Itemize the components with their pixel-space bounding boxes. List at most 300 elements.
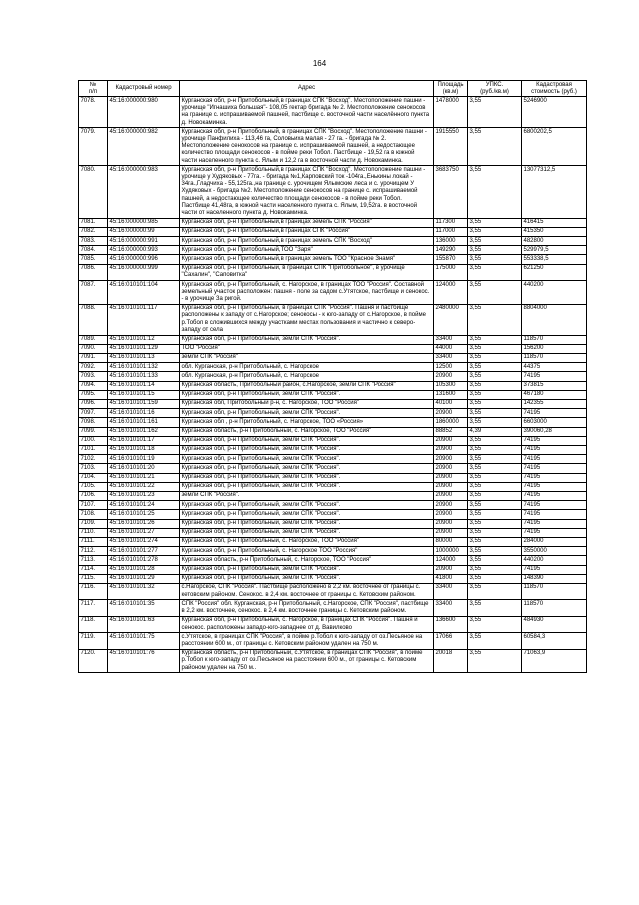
cell-upks: 3,55 [468, 574, 522, 583]
cell-cadastral-number: 45:16:000000:996 [108, 255, 180, 264]
cell-upks: 3,55 [468, 237, 522, 246]
cell-cadastral-number: 45:16:000000:980 [108, 97, 180, 128]
cell-area: 41800 [434, 574, 468, 583]
cell-cadastral-value: 71063,9 [522, 649, 587, 673]
cell-cadastral-value: 8804000 [522, 304, 587, 335]
cell-upks: 3,55 [468, 616, 522, 632]
cell-address: Курганская обл , р-н Притобольный, с. Нагорское, ТОО «Россия» [180, 418, 434, 427]
table-row [79, 491, 587, 500]
table-row [79, 649, 587, 673]
cell-address: Курганская обл, р-н Притобольный, земли СПК "Россия". [180, 473, 434, 482]
cell-area: 40100 [434, 399, 468, 408]
cell-address: Курганская обл, р-н Притобольный,в границах СПК "Восход". Местоположение пашни - урочище "Игнашиха большая"- 108,05 гектар бригада № 2. Местоположение сенокосов на границе с. испрашиваемой пашней, пастбище с. восточной части населённого пункта д. Новокаминка. [180, 97, 434, 128]
table-row [79, 600, 587, 616]
table-row [79, 399, 587, 408]
cell-cadastral-number: 45:16:010101:12 [108, 335, 180, 344]
table-row [79, 501, 587, 510]
cell-cadastral-number: 45:16:010101:27 [108, 528, 180, 537]
table-row [79, 128, 587, 166]
cell-number: 7115. [79, 574, 108, 583]
cell-number: 7087. [79, 281, 108, 305]
cell-cadastral-value: 6800202,5 [522, 128, 587, 166]
table-row [79, 218, 587, 227]
cell-address: Курганская обл, р-н Притобольный, земли СПК "Россия". [180, 565, 434, 574]
table-row [79, 473, 587, 482]
cell-area: 117000 [434, 227, 468, 236]
cell-address: Курганская обл, р-н Притобольный, земли СПК "Россия". [180, 574, 434, 583]
cell-area: 1860000 [434, 418, 468, 427]
cell-number: 7078. [79, 97, 108, 128]
cell-number: 7090. [79, 344, 108, 353]
cell-upks: 3,55 [468, 399, 522, 408]
table-row [79, 418, 587, 427]
cell-area: 124000 [434, 281, 468, 305]
table-row [79, 436, 587, 445]
cell-area: 1915550 [434, 128, 468, 166]
table-row [79, 372, 587, 381]
cell-area: 20900 [434, 519, 468, 528]
table-row [79, 510, 587, 519]
cell-address: обл. Курганская, р-н Притобольный, с. Нагорское [180, 363, 434, 372]
cell-number: 7104. [79, 473, 108, 482]
cell-number: 7120. [79, 649, 108, 673]
cell-upks: 3,55 [468, 565, 522, 574]
cadastral-table [78, 80, 587, 673]
cell-cadastral-value: 5246900 [522, 97, 587, 128]
cell-cadastral-number: 45:16:000000:991 [108, 237, 180, 246]
table-row [79, 633, 587, 649]
cell-cadastral-value: 118570 [522, 600, 587, 616]
cell-cadastral-number: 45:16:000000:99 [108, 227, 180, 236]
cell-number: 7101. [79, 445, 108, 454]
cell-address: Курганская обл, р-н Притобольный, с. Нагорское ТОО "Россия" [180, 547, 434, 556]
cell-cadastral-value: 148390 [522, 574, 587, 583]
cell-number: 7105. [79, 482, 108, 491]
cell-area: 20900 [434, 436, 468, 445]
cell-number: 7099. [79, 427, 108, 436]
cell-address: с.Нагорское, СПК "Россия". Пастбище расположено в 2,2 км. восточнее от границы с. кетовским районом. Сенокос. в 2,4 км. восточнее от границы с. Кетовским районом. [180, 583, 434, 599]
cell-cadastral-value: 74195 [522, 519, 587, 528]
cell-upks: 3,55 [468, 255, 522, 264]
cell-area: 105300 [434, 381, 468, 390]
cell-address: Курганская область, р-н Притобольный, с.Утятское, в границах СПК "Россия", в пойме р.Тобол к юго-западу от оз.Песьяное на расстоянии 600 м., от границы с. Кетовским районом удален на 750 м.. [180, 649, 434, 673]
table-row [79, 335, 587, 344]
cell-area: 20018 [434, 649, 468, 673]
cell-address: ТОО "Россия" [180, 344, 434, 353]
cell-upks: 3,55 [468, 583, 522, 599]
table-row [79, 363, 587, 372]
cell-cadastral-value: 74195 [522, 510, 587, 519]
cell-cadastral-number: 45:16:010101:117 [108, 304, 180, 335]
cell-number: 7079. [79, 128, 108, 166]
cell-cadastral-number: 45:16:010101:162 [108, 427, 180, 436]
cell-cadastral-value: 440200 [522, 556, 587, 565]
cell-cadastral-number: 45:16:010101:19 [108, 455, 180, 464]
cell-cadastral-value: 74195 [522, 445, 587, 454]
cell-cadastral-number: 45:16:010101:26 [108, 519, 180, 528]
cell-address: с.Утятское, в границах СПК "Россия", в пойме р.Тобол к юго-западу от оз.Песьяное на расстоянии 600 м., от границы с. Кетовским районом удален на 750 м. [180, 633, 434, 649]
cell-area: 44000 [434, 344, 468, 353]
table-row [79, 381, 587, 390]
cell-area: 1478000 [434, 97, 468, 128]
cell-address: земли СПК "Россия" [180, 353, 434, 362]
table-row [79, 237, 587, 246]
table-row [79, 455, 587, 464]
cell-upks: 3,55 [468, 128, 522, 166]
cell-cadastral-number: 45:16:010101:28 [108, 565, 180, 574]
header-address: Адрес [180, 81, 434, 97]
cell-area: 2480000 [434, 304, 468, 335]
cell-cadastral-number: 45:16:010101:15 [108, 390, 180, 399]
cell-cadastral-number: 45:16:010101:161 [108, 418, 180, 427]
cell-number: 7092. [79, 363, 108, 372]
cell-cadastral-number: 45:16:010101:25 [108, 510, 180, 519]
cell-upks: 3,55 [468, 528, 522, 537]
cell-area: 20900 [434, 528, 468, 537]
cell-number: 7108. [79, 510, 108, 519]
cell-area: 1000000 [434, 547, 468, 556]
cell-number: 7107. [79, 501, 108, 510]
cell-cadastral-value: 621250 [522, 264, 587, 280]
cell-address: Курганская обл, р-н Притобольный, земли СПК "Россия". [180, 445, 434, 454]
cell-cadastral-number: 45:16:010101:76 [108, 649, 180, 673]
cell-area: 20900 [434, 510, 468, 519]
cell-upks: 3,55 [468, 363, 522, 372]
cell-address: Курганская обл, р-н Притобольный,ТОО "Заря" [180, 246, 434, 255]
cell-upks: 3,55 [468, 218, 522, 227]
table-row [79, 344, 587, 353]
cell-address: Курганская обл, р-н Притобольный, земли СПК "Россия". [180, 519, 434, 528]
cell-upks: 3,55 [468, 547, 522, 556]
cell-number: 7082. [79, 227, 108, 236]
cell-number: 7089. [79, 335, 108, 344]
cell-address: Курганская обл, р-н Притобольный, земли СПК "Россия". [180, 455, 434, 464]
table-row [79, 264, 587, 280]
cell-cadastral-number: 45:16:000000:983 [108, 166, 180, 218]
cell-cadastral-number: 45:16:010101:20 [108, 464, 180, 473]
cell-address: Курганская область, Притобольный район, с.Нагорское, земли СПК "Россия" [180, 381, 434, 390]
cell-cadastral-value: 484930 [522, 616, 587, 632]
table-row [79, 482, 587, 491]
cell-cadastral-number: 45:16:010101:23 [108, 491, 180, 500]
cell-upks: 3,55 [468, 227, 522, 236]
cell-upks: 3,55 [468, 166, 522, 218]
cell-upks: 4,39 [468, 427, 522, 436]
cell-cadastral-number: 45:16:010101:18 [108, 445, 180, 454]
cell-upks: 3,55 [468, 464, 522, 473]
cell-cadastral-value: 440200 [522, 281, 587, 305]
cell-number: 7114. [79, 565, 108, 574]
cell-number: 7094. [79, 381, 108, 390]
cell-upks: 3,55 [468, 473, 522, 482]
table-row [79, 166, 587, 218]
cell-cadastral-value: 6603000 [522, 418, 587, 427]
cell-cadastral-value: 13077312,5 [522, 166, 587, 218]
cell-area: 20900 [434, 482, 468, 491]
page-number: 164 [312, 59, 327, 68]
table-row [79, 583, 587, 599]
cell-area: 20900 [434, 409, 468, 418]
cell-cadastral-value: 74195 [522, 501, 587, 510]
cell-address: Курганская обл, р-н Притобольный, земли СПК "Россия". [180, 464, 434, 473]
cell-cadastral-value: 74195 [522, 455, 587, 464]
cell-upks: 3,55 [468, 246, 522, 255]
cell-upks: 3,55 [468, 353, 522, 362]
cell-address: Курганская обл, р-н Притобольный, в границах СПК "Россия". Пашня и пастбище расположены к западу от с.Нагорское; сенокосы - к юго-западу от с.Нагорское, в пойме р.Тобол в сложившихся между участками местах пользования и частично к северо-западу от села [180, 304, 434, 335]
cell-upks: 3,55 [468, 491, 522, 500]
cell-address: Курганская обл, р-н Притобольный, с. Нагорское, в границах СПК "Россия". Пашня и сенокос. расположены западо-юго-западнее от д. Вавилково [180, 616, 434, 632]
cell-cadastral-value: 284000 [522, 537, 587, 546]
cell-number: 7091. [79, 353, 108, 362]
cell-cadastral-number: 45:16:000000:993 [108, 246, 180, 255]
cell-cadastral-value: 529979,5 [522, 246, 587, 255]
cell-number: 7097. [79, 409, 108, 418]
cell-number: 7080. [79, 166, 108, 218]
cell-area: 20900 [434, 445, 468, 454]
cell-cadastral-number: 45:16:010101:278 [108, 556, 180, 565]
cell-address: Курганская область, р-н Притобольный, с. Нагорское, ТОО "Россия" [180, 556, 434, 565]
cell-address: Курганская обл, р-н Притобольный, в границах СПК "Притобольное", в урочище "Сахалин", "Саповитка" [180, 264, 434, 280]
cell-cadastral-value: 118570 [522, 335, 587, 344]
cell-address: Курганская обл, р-н Притобольный,в границах земель СПК "Россия" [180, 218, 434, 227]
cell-address: Курганская обл, р-н Притобольный, в границах СПК "Восход". Местоположение пашни - урочище Панфилиха - 113,46 га, Соловьиха малая - 27 га. - бригада № 2. Местоположение сенокосов на границе с. испрашиваемой пашней, а недостающее количество площади сенокосов - в пойме реки Тобол. Пастбище - 19,52 га в южной части населенного пункта с. Ялым и 12,2 га в восточной части д. Новокаминка. [180, 128, 434, 166]
cell-cadastral-value: 44375 [522, 363, 587, 372]
cell-cadastral-number: 45:16:010101:277 [108, 547, 180, 556]
cell-upks: 3,55 [468, 600, 522, 616]
cell-cadastral-number: 45:16:010101:63 [108, 616, 180, 632]
table-row [79, 537, 587, 546]
cell-area: 20900 [434, 455, 468, 464]
cell-cadastral-value: 553338,5 [522, 255, 587, 264]
cell-cadastral-number: 45:16:010101:17 [108, 436, 180, 445]
cell-upks: 3,55 [468, 445, 522, 454]
cell-cadastral-value: 415350 [522, 227, 587, 236]
cell-cadastral-value: 416415 [522, 218, 587, 227]
cell-number: 7110. [79, 528, 108, 537]
cell-address: Курганская обл, р-н Притобольный, земли СПК "Россия". [180, 528, 434, 537]
cell-cadastral-number: 45:16:010101:29 [108, 574, 180, 583]
cell-cadastral-value: 156200 [522, 344, 587, 353]
cell-number: 7096. [79, 399, 108, 408]
cell-address: Курганская область, р-н Притобольный, с. Нагорское, ТОО "Россия" [180, 427, 434, 436]
table-row [79, 556, 587, 565]
cell-upks: 3,55 [468, 335, 522, 344]
cell-number: 7086. [79, 264, 108, 280]
cell-number: 7111. [79, 537, 108, 546]
cell-address: Курганская обл, р-н Притобольный,в границах земель ТОО "Красное Знамя" [180, 255, 434, 264]
cell-cadastral-value: 60584,3 [522, 633, 587, 649]
cell-cadastral-number: 45:16:010101:22 [108, 482, 180, 491]
cell-area: 20900 [434, 491, 468, 500]
cell-cadastral-number: 45:16:010101:21 [108, 473, 180, 482]
cell-number: 7081. [79, 218, 108, 227]
header-area: Площадь (кв.м) [434, 81, 468, 97]
cell-address: Курганская обл, р-н Притобольный, с. Нагорское, ТОО "Россия" [180, 537, 434, 546]
cell-address: Курганская обл, р-н Притобольный, земли СПК "Россия". [180, 501, 434, 510]
cell-area: 136000 [434, 237, 468, 246]
cell-address: СПК "Россия" обл. Курганская, р-н Притобольный, с.Нагорское, СПК "Россия", пастбище в 2,2 км. восточнее, сенокос. в 2,4 км. восточнее границы с. Кетовским районом. [180, 600, 434, 616]
cell-cadastral-value: 74195 [522, 436, 587, 445]
cell-address: Курганская обл, р-н Притобольный,в границах СПК "Восход". Местоположение пашни - урочище у Худяковых - 77га. - бригада №1,Карповский ток -104га.,Енькины локай - 34га.,Гладчиха - 55,125га.,на границе с. урочищем Ялымские леса и с. урочищем У Худяковых - бригада №2. Местоположение сенокосов на границе с. испрашиваемой пашней, а недостающее количество площади сенокосов - в пойме реки Тобол. Пастбище 41,48га, в южной части населенного пункта с. Ялым, 19,52га. в восточной части от населенного пункта д. Новокаминка. [180, 166, 434, 218]
cell-cadastral-value: 74195 [522, 491, 587, 500]
cell-area: 12500 [434, 363, 468, 372]
cell-cadastral-number: 45:16:010101:16 [108, 409, 180, 418]
header-upks: УПКС. (руб./кв.м) [468, 81, 522, 97]
cell-cadastral-value: 118570 [522, 583, 587, 599]
table-header-row [79, 81, 587, 97]
cell-upks: 3,55 [468, 436, 522, 445]
table-row [79, 616, 587, 632]
cell-upks: 3,55 [468, 556, 522, 565]
cell-cadastral-number: 45:16:010101:13 [108, 353, 180, 362]
cell-cadastral-number: 45:16:000000:985 [108, 218, 180, 227]
table-row [79, 574, 587, 583]
cell-cadastral-number: 45:16:010101:32 [108, 583, 180, 599]
cell-cadastral-number: 45:16:010101:75 [108, 633, 180, 649]
header-cadastral-value: Кадастровая стоимость (руб.) [522, 81, 587, 97]
header-number: № п/п [79, 81, 108, 97]
table-row [79, 255, 587, 264]
cell-address: Курганская обл, р-н Притобольный, земли СПК "Россия". [180, 409, 434, 418]
cell-area: 3683750 [434, 166, 468, 218]
cell-upks: 3,55 [468, 381, 522, 390]
cell-address: Курганская обл, р-н Притобольный, с. Нагорское, в границах ТОО "Россия". Составной земельный участок расположен: пашня - поле за садом с.Утятское, пастбище и сенокос. - в урочище За ригой. [180, 281, 434, 305]
cell-cadastral-number: 45:16:010101:24 [108, 501, 180, 510]
cell-area: 80000 [434, 537, 468, 546]
cell-number: 7084. [79, 246, 108, 255]
cell-upks: 3,55 [468, 390, 522, 399]
cell-cadastral-value: 467180 [522, 390, 587, 399]
table-row [79, 353, 587, 362]
cell-number: 7113. [79, 556, 108, 565]
cell-number: 7095. [79, 390, 108, 399]
cell-upks: 3,55 [468, 455, 522, 464]
table-row [79, 528, 587, 537]
cell-address: Курганская обл, р-н Притобольный, земли СПК "Россия". [180, 510, 434, 519]
cell-cadastral-value: 74195 [522, 473, 587, 482]
cell-cadastral-value: 74195 [522, 464, 587, 473]
cell-cadastral-value: 74195 [522, 565, 587, 574]
cell-area: 20900 [434, 501, 468, 510]
table-row [79, 281, 587, 305]
cell-cadastral-value: 373815 [522, 381, 587, 390]
cell-area: 175000 [434, 264, 468, 280]
cell-area: 131600 [434, 390, 468, 399]
cell-upks: 3,55 [468, 537, 522, 546]
table-row [79, 246, 587, 255]
cell-number: 7088. [79, 304, 108, 335]
cell-number: 7083. [79, 237, 108, 246]
table-row [79, 464, 587, 473]
cell-address: Курганская обл, Притобольный р-н, с. Нагорское, ТОО "Россия" [180, 399, 434, 408]
cell-cadastral-number: 45:16:000000:982 [108, 128, 180, 166]
cell-area: 33400 [434, 335, 468, 344]
cell-address: Курганская обл, р-н Притобольный, земли СПК "Россия". [180, 436, 434, 445]
cell-cadastral-value: 118570 [522, 353, 587, 362]
cell-number: 7109. [79, 519, 108, 528]
cell-area: 20900 [434, 372, 468, 381]
cell-number: 7117. [79, 600, 108, 616]
cell-number: 7093. [79, 372, 108, 381]
cell-number: 7085. [79, 255, 108, 264]
cell-area: 33400 [434, 353, 468, 362]
cell-cadastral-number: 45:16:010101:14 [108, 381, 180, 390]
cell-upks: 3,55 [468, 510, 522, 519]
cell-number: 7119. [79, 633, 108, 649]
table-row [79, 390, 587, 399]
table-row [79, 547, 587, 556]
cell-area: 20900 [434, 473, 468, 482]
cell-cadastral-value: 3550000 [522, 547, 587, 556]
cell-upks: 3,55 [468, 633, 522, 649]
cell-cadastral-value: 390060,28 [522, 427, 587, 436]
cell-cadastral-value: 74195 [522, 482, 587, 491]
cell-cadastral-number: 45:16:010101:159 [108, 399, 180, 408]
cell-cadastral-value: 482800 [522, 237, 587, 246]
cell-area: 33400 [434, 600, 468, 616]
cell-upks: 3,55 [468, 501, 522, 510]
cell-upks: 3,55 [468, 344, 522, 353]
cell-cadastral-number: 45:16:000000:999 [108, 264, 180, 280]
cell-area: 88852 [434, 427, 468, 436]
cell-address: Курганская обл, р-н Притобольный,в границах СПК "Россия" [180, 227, 434, 236]
table-row [79, 97, 587, 128]
cell-number: 7102. [79, 455, 108, 464]
cell-upks: 3,55 [468, 649, 522, 673]
cell-address: Курганская обл, р-н Притобольный,в границах земель СПК "Восход" [180, 237, 434, 246]
cell-address: обл. Курганская, р-н Притобольный, с. Нагорское [180, 372, 434, 381]
cell-cadastral-value: 74195 [522, 528, 587, 537]
table-row [79, 409, 587, 418]
cell-number: 7103. [79, 464, 108, 473]
cell-number: 7118. [79, 616, 108, 632]
cell-upks: 3,55 [468, 409, 522, 418]
cell-cadastral-number: 45:16:010101:129 [108, 344, 180, 353]
cell-area: 136600 [434, 616, 468, 632]
table-row [79, 519, 587, 528]
cell-area: 124000 [434, 556, 468, 565]
cell-area: 17066 [434, 633, 468, 649]
cell-upks: 3,55 [468, 281, 522, 305]
cell-area: 20900 [434, 565, 468, 574]
cell-cadastral-number: 45:16:010101:274 [108, 537, 180, 546]
table-row [79, 227, 587, 236]
cell-address: Курганская обл, р-н Притобольный, земли СПК "Россия". [180, 390, 434, 399]
cell-number: 7098. [79, 418, 108, 427]
cell-cadastral-value: 142355 [522, 399, 587, 408]
cell-address: Курганская обл, р-н Притобольный, земли СПК "Россия". [180, 482, 434, 491]
cell-upks: 3,55 [468, 97, 522, 128]
table-row [79, 427, 587, 436]
cell-area: 155870 [434, 255, 468, 264]
cell-cadastral-value: 74195 [522, 372, 587, 381]
table-row [79, 304, 587, 335]
cell-number: 7116. [79, 583, 108, 599]
cell-upks: 3,55 [468, 304, 522, 335]
cell-address: земли СПК "Россия". [180, 491, 434, 500]
cell-address: Курганская обл, р-н Притобольный, земли СПК "Россия". [180, 335, 434, 344]
cell-cadastral-number: 45:16:010101:133 [108, 372, 180, 381]
cell-upks: 3,55 [468, 482, 522, 491]
cell-number: 7100. [79, 436, 108, 445]
cell-number: 7112. [79, 547, 108, 556]
cell-number: 7106. [79, 491, 108, 500]
table-row [79, 565, 587, 574]
header-cadastral-number: Кадастровый номер [108, 81, 180, 97]
cell-cadastral-number: 45:16:010101:35 [108, 600, 180, 616]
cell-cadastral-number: 45:16:010101:104 [108, 281, 180, 305]
cell-cadastral-value: 74195 [522, 409, 587, 418]
